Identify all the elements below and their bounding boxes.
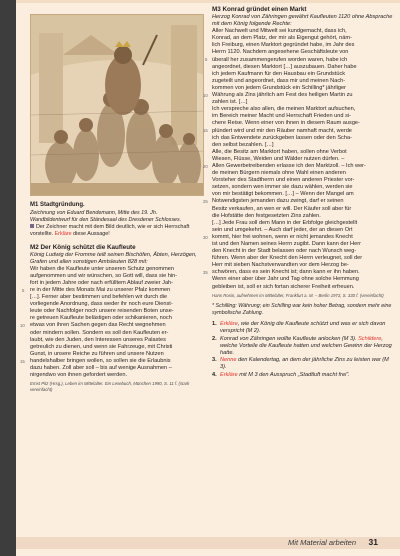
m1-task-operator: Erkläre bbox=[54, 230, 72, 237]
task-number: 2. bbox=[212, 335, 217, 342]
m1-caption-line: Wandbildentwurf für den Ständesaal des Dresdener Schlosses. bbox=[30, 216, 182, 223]
m3-footnote: * Schilling: Währung; ein Schilling war kein hoher Betrag, sondern mehr eine symbolische Zahlung. bbox=[212, 303, 392, 317]
m2-line: getreulich zu dienen, und wenn sie Fahrzeuge, mit Christi bbox=[30, 343, 173, 350]
line-number: 20 bbox=[203, 164, 208, 170]
m3-line: den selbst bezahlen. […] bbox=[212, 141, 274, 148]
m3-line: ich das Entwendete zurückgeben lassen oder den Scha- bbox=[212, 134, 352, 141]
m3-line: kommt, hier frei wohnen, wenn er nicht jemandes Knecht bbox=[212, 233, 353, 240]
m3-line: lich Freiburg, einen Marktort gegründet habe, im Jahr des bbox=[212, 42, 355, 49]
m3-line: den Knecht in der Stadt belassen oder nach Wunsch weg- bbox=[212, 248, 357, 255]
task-item bbox=[212, 321, 394, 335]
m2-line: leute oder Nachfolger noch unsere reisenden Boten unse- bbox=[30, 308, 174, 315]
m2-title: Der König schützt die Kaufleute bbox=[40, 243, 136, 251]
m1-task-end: diese Aussage! bbox=[71, 230, 110, 237]
m3-line: […] Jede Frau soll dem Mann in der Erbfolge gleichgestellt bbox=[212, 219, 358, 226]
page-footer bbox=[16, 526, 400, 556]
m3-line: Aller Nachwelt und Mitwelt sei kundgemacht, dass ich, bbox=[212, 28, 347, 35]
m2-body bbox=[20, 265, 206, 380]
m3-line: Konrad, an dem Platz, der mir als Eigengut gehört, näm- bbox=[212, 35, 352, 42]
m3-line: im Bereich meiner Macht und Herrschaft Frieden und si- bbox=[212, 113, 351, 120]
m1-caption bbox=[20, 202, 206, 392]
m1-drawing-image bbox=[30, 14, 204, 196]
m3-source: Hans Rosin, aufnehmen im Mittelalter, Frankfurt a. M. – Berlin 1973, S. 330 f. (vereinfacht) bbox=[212, 292, 384, 298]
m1-caption-line: Zeichnung von Eduard Bendemann, Mitte des 19. Jh. bbox=[30, 209, 158, 216]
m2-number: M2 bbox=[30, 243, 39, 251]
line-number: 5 bbox=[22, 287, 25, 293]
task-text: Konrad von Zähringen wollte Kaufleute anlocken (M 3). bbox=[220, 335, 359, 342]
m3-line: chere Reise. Wenn einer von ihnen in diesem Raum ausge- bbox=[212, 120, 360, 127]
m3-line: ist und den Namen seines Herrn zugibt. Dann kann der Herr bbox=[212, 241, 361, 247]
m2-line: vorliegende Anordnung, dass weder ihr noch eure Dienst- bbox=[30, 301, 173, 308]
task-text: mit M 3 den Ausspruch „Stadtluft macht frei“. bbox=[237, 372, 350, 378]
line-number: 35 bbox=[203, 270, 208, 276]
m1-title bbox=[30, 202, 206, 210]
task-number: 3. bbox=[212, 357, 217, 364]
m3-line: sein und umgekehrt. – Auch darf jeder, der an diesen Ort bbox=[212, 226, 353, 233]
m3-body bbox=[203, 28, 394, 290]
m2-line: handelshalber bringen wollen, so sollen sie die Erlaubnis bbox=[30, 357, 171, 364]
m3-line: de meinen Bürgern niemals ohne Wahl einen anderen bbox=[212, 170, 346, 177]
line-number: 30 bbox=[203, 235, 208, 241]
m2-line: nirgendwo von ihnen gefordert werden. bbox=[30, 372, 128, 379]
m3-line: Wenn einer aber über Jahr und Tag ohne solche Hemmung bbox=[212, 276, 359, 283]
m2-line: aufgenommen und wir wünschen, so Gott will, dass sie hin- bbox=[30, 272, 178, 279]
m3-line: Allen Gewerbetreibenden erlasse ich den Marktzoll. – Ich wer- bbox=[212, 162, 366, 169]
page-number: 31 bbox=[368, 537, 378, 547]
m3-line: plündert wird und mir den Räuber namhaft macht, werde bbox=[212, 127, 352, 134]
task-item bbox=[212, 357, 394, 371]
m2-source: Ernst Pitz (Hrsg.), Leben im Mittelalter. Ein Lesebuch, München 1990, S. 11 f. (stark vereinfacht) bbox=[30, 381, 190, 392]
m1-task bbox=[30, 224, 206, 238]
m3-line: zahlen ist. […] bbox=[212, 99, 248, 106]
m3-line: zugeteilt und angeordnet, dass mir und meinen Nach- bbox=[212, 77, 346, 84]
task-text: den Kalendertag, an dem der jährliche Zins zu leisten war (M 3). bbox=[220, 357, 389, 371]
task-text: , welche Vorteile die Kaufleute hatten und welchen Gewinn der Herzog hatte. bbox=[220, 335, 392, 356]
m3-section bbox=[203, 6, 394, 380]
task-item bbox=[212, 372, 394, 379]
m3-line: setzen, sondern wen immer sie dazu wählen, werden sie bbox=[212, 184, 353, 191]
task-operator: Nenne bbox=[220, 357, 237, 364]
line-number: 10 bbox=[203, 93, 208, 99]
m3-number: M3 bbox=[212, 6, 221, 13]
m3-title: Konrad gründet einen Markt bbox=[222, 6, 307, 13]
m3-line: gebleiben ist, soll er sich fortan sicherer Freiheit erfreuen. bbox=[212, 283, 355, 290]
m3-heading bbox=[212, 6, 394, 14]
m3-line: schwören, dass es sein Knecht ist; dann kann er ihn haben. bbox=[212, 269, 360, 276]
m3-line: Währung als Zins jährlich am Fest des heiligen Martin zu bbox=[212, 92, 353, 99]
m3-line: Besitz verkaufen, an wen er will. Der Käufer soll aber für bbox=[212, 205, 352, 212]
task-list bbox=[212, 321, 394, 379]
m3-line: kommen von jedem Grundstück ein Schilling* jährliger bbox=[212, 84, 347, 91]
m2-line: […]. Ferner aber bestimmen und befehlen wir durch die bbox=[30, 294, 168, 301]
m3-line: Alle, die Besitz am Marktort haben, sollen ohne Verbot bbox=[212, 148, 347, 155]
m3-line: Herrn 1120. Nachdem angesehene Geschäftsleute von bbox=[212, 49, 349, 56]
m2-line: Gunst, in unsere Reiche zu führen und unsere Nutzen bbox=[30, 350, 164, 357]
m3-line: Vorsteher des Stadtherrn und einen anderen Priester vor- bbox=[212, 177, 355, 184]
task-operator: Schildere bbox=[358, 335, 382, 342]
m3-line: ich jedem Kaufmann für den Hausbau ein Grundstück bbox=[212, 70, 346, 77]
m3-line: Notwendigsten jemanden dazu zwingt, darf er seinen bbox=[212, 198, 344, 205]
m2-line: re getreuen Kaufleute belästigen oder schikanieren, noch bbox=[30, 315, 172, 322]
m1-task-text: Der Zeichner macht mit dem Bild deutlich, wie er sich Herrschaft vorstellte. bbox=[30, 223, 190, 237]
m3-line: Herr mit sieben Nachstverwandten vor dem Herzog be- bbox=[212, 262, 349, 269]
task-operator: Erkläre bbox=[220, 372, 238, 378]
m3-line: überall her zusammengerufen worden waren, habe ich bbox=[212, 56, 348, 63]
textbook-page bbox=[16, 0, 400, 556]
line-number: 15 bbox=[203, 128, 208, 134]
m2-line: re in der Mitte des Monats Mai zu unserer Pfalz kommen bbox=[30, 286, 171, 293]
m3-line: angeordnet, diesen Marktort […] auszubauen. Daher habe bbox=[212, 63, 357, 70]
m2-intro: König Ludwig der Fromme teilt seinen Bischöfen, Äbten, Herzögen, Grafen und allen sonstigen Amtsleuten 828 mit: bbox=[30, 251, 197, 265]
line-number: 25 bbox=[203, 199, 208, 205]
m2-heading bbox=[30, 244, 206, 252]
task-number: 4. bbox=[212, 372, 217, 378]
m3-line: Ich verspreche also allen, die meinen Marktort aufsuchen, bbox=[212, 106, 356, 113]
m2-line: dazu haben. Zoll aber soll – bis auf wenige Ausnahmen – bbox=[30, 365, 172, 371]
m2-line: laubt, wie den Juden, den Interessen unseres Palastes bbox=[30, 336, 166, 343]
m1-number: M1 bbox=[30, 202, 39, 208]
task-square-icon bbox=[30, 224, 34, 228]
m3-line: führen. Wenn aber der Knecht den Herrn verleugnet, soll der bbox=[212, 255, 363, 262]
task-item bbox=[212, 336, 394, 357]
line-number: 10 bbox=[20, 322, 25, 328]
m2-line: oder mindern sollen. Sondern es soll den Kaufleuten er- bbox=[30, 329, 169, 336]
m2-line: Wir haben die Kaufleute unter unseren Schutz genommen bbox=[30, 265, 174, 272]
line-number: 15 bbox=[20, 358, 25, 364]
m1-title-text: Stadtgründung. bbox=[40, 202, 85, 208]
line-number: 5 bbox=[205, 57, 208, 63]
task-operator: Erkläre bbox=[220, 320, 238, 327]
m3-line: Wiesen, Flüsse, Weiden und Wälder nutzen dürfen. – bbox=[212, 155, 345, 162]
task-number: 1. bbox=[212, 320, 217, 327]
footer-section-label: Mit Material arbeiten bbox=[288, 538, 356, 547]
m3-line: von mir bestätigt bekommen. […] – Wenn der Mangel am bbox=[212, 191, 354, 198]
m2-line: fort in jedem Jahre oder nach erfülltem Ablauf zweier Jah- bbox=[30, 279, 174, 286]
m3-line: die Hofstätte den festgesetzten Zins zahlen. bbox=[212, 212, 321, 219]
m3-intro: Herzog Konrad von Zähringen gewährt Kaufleuten 1120 ohne Absprache mit dem König folgende Rechte: bbox=[212, 14, 393, 28]
m2-line: etwas von ihren Sachen gegen das Recht wegnehmen bbox=[30, 322, 166, 329]
task-text: , wie der König die Kaufleute schützt und was er sich davon verspricht (M 2). bbox=[220, 320, 386, 334]
